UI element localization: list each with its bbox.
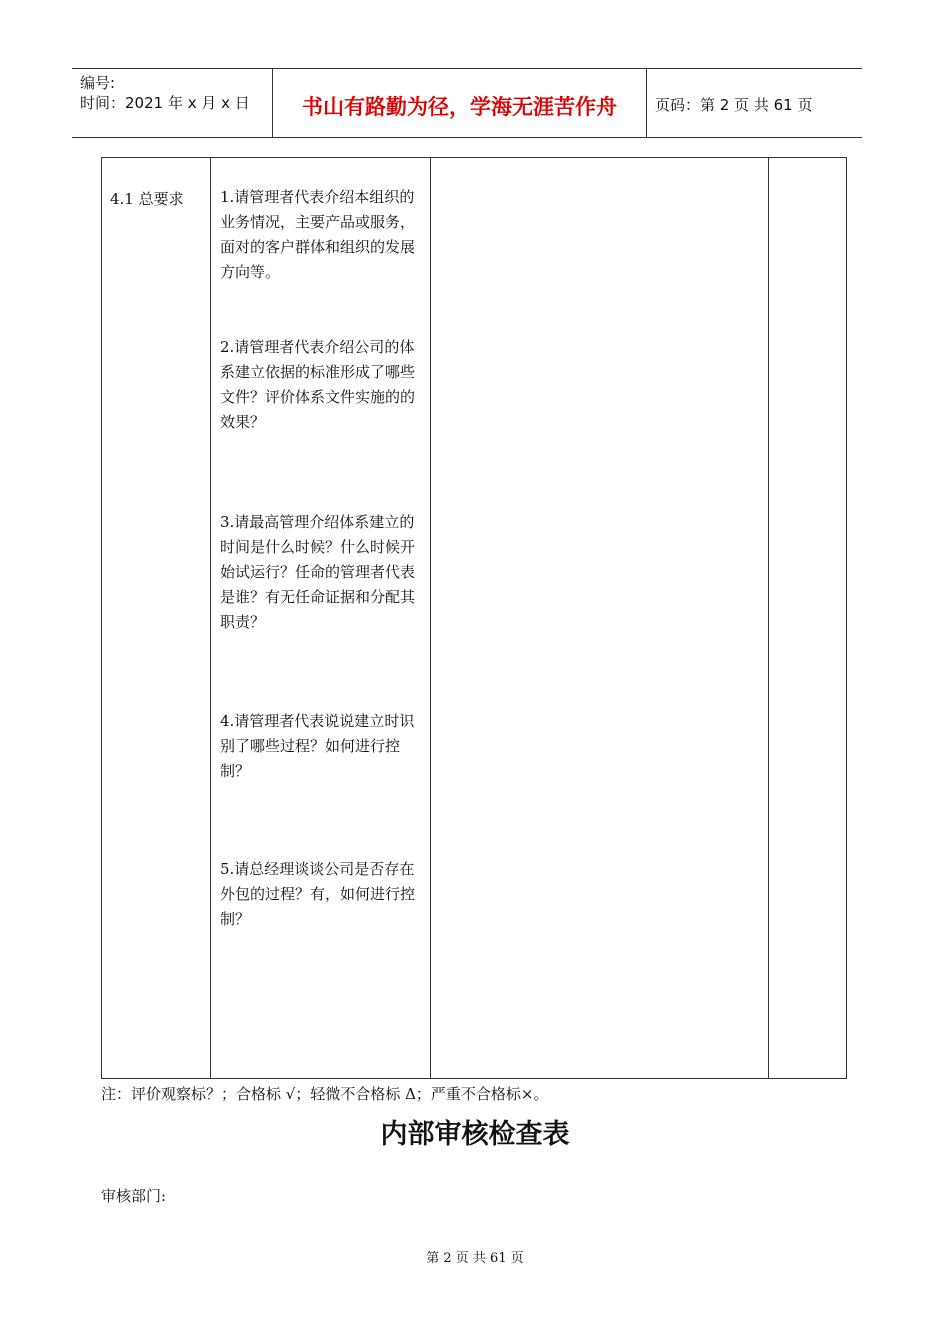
header-meta-cell <box>72 69 273 137</box>
code-label: 编号: <box>80 74 116 92</box>
time-label: 时间：2021 年 x 月 x 日 <box>80 94 250 112</box>
audit-question: 5.请总经理谈谈公司是否存在外包的过程？有，如何进行控制？ <box>220 860 416 928</box>
motto: 书山有路勤为径，学海无涯苦作舟 <box>302 95 617 119</box>
audit-question: 4.请管理者代表说说建立时识别了哪些过程？如何进行控制？ <box>220 712 415 780</box>
audit-checklist-table <box>101 157 847 1079</box>
clause-label: 4.1 总要求 <box>110 190 184 208</box>
audit-department-label: 审核部门: <box>101 1187 167 1205</box>
column-divider <box>768 158 769 1078</box>
page-header <box>72 68 862 138</box>
header-motto-cell <box>273 69 647 137</box>
column-divider <box>210 158 211 1078</box>
legend-note: 注：评价观察标？；合格标 √；轻微不合格标 Δ；严重不合格标×。 <box>101 1085 549 1103</box>
audit-question: 1.请管理者代表介绍本组织的业务情况，主要产品或服务，面对的客户群体和组织的发展方向等。 <box>220 188 416 281</box>
document-title: 内部审核检查表 <box>380 1119 570 1150</box>
column-divider <box>430 158 431 1078</box>
audit-question: 2.请管理者代表介绍公司的体系建立依据的标准形成了哪些文件？评价体系文件实施的的效果？ <box>220 338 416 431</box>
header-page-number: 页码：第 2 页 共 61 页 <box>655 96 813 114</box>
page-footer: 第 2 页 共 61 页 <box>426 1251 524 1266</box>
header-page-cell <box>647 69 862 137</box>
audit-question: 3.请最高管理介绍体系建立的时间是什么时候？什么时候开始试运行？任命的管理者代表是谁？有无任命证据和分配其职责？ <box>220 513 416 631</box>
